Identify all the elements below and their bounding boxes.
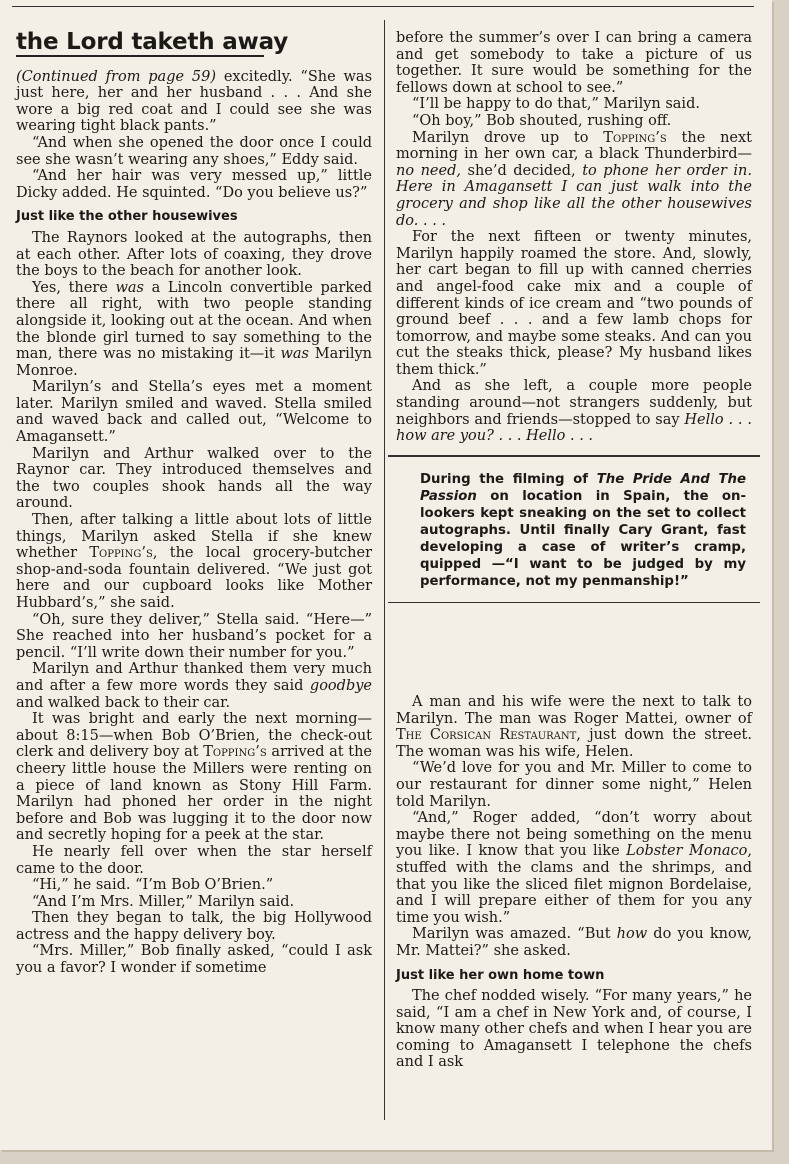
top-rule: [12, 6, 754, 7]
paragraph: Marilyn and Arthur walked over to the Raynor car. They introduced themselves and the two couples shook hands all the way around.: [16, 445, 372, 512]
paragraph-text: Then, after talking a little about lots of little things, Marilyn asked Stella if she knew whether: [16, 512, 372, 562]
paragraph: Then they began to talk, the big Hollywood actress and the happy delivery boy.: [16, 910, 372, 943]
paragraph-text: It was bright and early the next morning—about 8:15—when Bob O’Brien, the check-out clerk and delivery boy at: [16, 711, 372, 761]
paragraph: “Hi,” he said. “I’m Bob O’Brien.”: [32, 877, 274, 894]
paragraph-text: , the local grocery-butcher shop-and-soda fountain delivered. “We just got here and our cupboard looks like Mother Hubbard’s,” she said.: [16, 545, 373, 611]
right-column-lower: [396, 694, 752, 1071]
paragraph-text: Marilyn and Arthur thanked them very much and after a few more words they said: [16, 661, 372, 694]
paragraph-text: do you know, Mr. Mattei?” she asked.: [396, 926, 752, 959]
paragraph: “And when she opened the door once I could see she wasn’t wearing any shoes,” Eddy said.: [16, 134, 372, 168]
box-top-rule: [388, 455, 760, 457]
paragraph: “Oh boy,” Bob shouted, rushing off.: [412, 112, 672, 129]
paragraph-text: Yes, there: [32, 279, 116, 296]
dish-name: Lobster Monaco: [626, 843, 748, 860]
paragraph: [396, 694, 752, 760]
paragraph-text: A man and his wife were the next to talk to Marilyn. The man was Roger Mattei, owner of: [396, 694, 752, 727]
paragraph: The chef nodded wisely. “For many years,” he said, “I am a chef in New York and, of course, I know many other chefs and when I hear you are coming to Amagansett I telephone the chefs and I ask: [396, 988, 752, 1071]
paragraph: He nearly fell over when the star herself came to the door.: [16, 843, 372, 877]
subheading: Just like the other housewives: [16, 209, 238, 225]
box-bottom-rule: [388, 602, 760, 603]
paragraph-text: , just down the street. The woman was his wife, Helen.: [396, 727, 752, 760]
paragraph-text: arrived at the cheery little house the Millers were renting on a piece of land known as Stony Hill Farm. Marilyn had phoned her order in the night before and Bob was lugging it to the door now and secretly hoping for a peek at the star.: [16, 744, 373, 844]
emphasis: to phone her order in. Here in Amagansett I can just walk into the grocery and shop like all the other housewives do. . . .: [396, 162, 752, 229]
box-text: on location in Spain, the on-lookers kept sneaking on the set to collect autographs. Until finally Cary Grant, fast developing a case of writer’s cramp, quipped —“I want to be judged by my performance, not my penmanship!”: [420, 488, 746, 589]
box-text: During the filming of: [420, 471, 597, 487]
film-title: The Pride And The Passion: [420, 471, 746, 504]
restaurant-name: The Corsican Restaurant: [396, 727, 577, 744]
emphasis: goodbye: [309, 677, 372, 694]
paragraph: before the summer’s over I can bring a camera and get somebody to take a picture of us together. It sure would be something for the fellows down at school to see.”: [396, 30, 752, 96]
paragraph: “We’d love for you and Mr. Miller to come to our restaurant for dinner some night,” Helen told Marilyn.: [396, 760, 752, 810]
paragraph-text: Marilyn drove up to: [412, 129, 604, 146]
paragraph: Marilyn’s and Stella’s eyes met a moment later. Marilyn smiled and waved. Stella smiled and waved back and called out, “Welcome to Amagansett.”: [16, 379, 372, 446]
article-title: the Lord taketh away: [16, 29, 288, 55]
left-column: [16, 28, 372, 977]
store-name: Topping’s: [603, 129, 667, 146]
emphasis: no need,: [396, 162, 461, 179]
continued-note: (Continued from page 59): [16, 68, 217, 85]
paragraph: [16, 661, 372, 711]
paragraph: [396, 926, 752, 959]
store-name: Topping’s: [203, 744, 267, 761]
anecdote-box: [420, 471, 746, 590]
paragraph-text: and walked back to their car.: [16, 694, 231, 711]
subheading: Just like her own home town: [396, 967, 605, 983]
paragraph: “Oh, sure they deliver,” Stella said. “Here—” She reached into her husband’s pocket for a pencil. “I’ll write down their number for you.”: [16, 611, 372, 661]
paragraph: For the next fifteen or twenty minutes, Marilyn happily roamed the store. And, slowly, her cart began to fill up with canned cherries and angel-food cake mix and a couple of different kinds of ice cream and “two pounds of ground beef . . . and a few lamb chops for tomorrow, and maybe some steaks. And can you cut the steaks thick, please? My husband likes them thick.”: [396, 229, 752, 378]
emphasis: how: [616, 926, 648, 943]
paragraph-text: , stuffed with the clams and the shrimps, and that you like the sliced filet mignon Bordelaise, and I will prepare either of them for you any time you wish.”: [396, 843, 752, 926]
paragraph: The Raynors looked at the autographs, then at each other. After lots of coaxing, they drove the boys to the beach for another look.: [16, 229, 372, 280]
paragraph-text: the next morning in her own car, a black Thunderbird—: [396, 129, 753, 163]
paragraph: [16, 711, 372, 844]
paragraph: “Mrs. Miller,” Bob finally asked, “could I ask you a favor? I wonder if sometime: [16, 943, 372, 977]
paragraph-text: Marilyn Monroe.: [16, 346, 372, 379]
paragraph: “And her hair was very messed up,” little Dicky added. He squinted. “Do you believe us?”: [16, 168, 372, 201]
paragraph-text: Marilyn was amazed. “But: [412, 926, 617, 943]
paragraph: [396, 378, 752, 444]
paragraph-text: she’d decided,: [460, 162, 583, 179]
store-name: Topping’s: [89, 545, 153, 562]
paragraph-text: excitedly. “She was just here, her and her husband . . . And she wore a big red coat and I could see she was wearing tight black pants.”: [16, 68, 373, 135]
right-column: [396, 30, 752, 603]
paragraph: [396, 810, 752, 926]
paragraph: [16, 280, 372, 380]
emphasis: Hello . . . how are you? . . . Hello . . .: [396, 411, 753, 445]
paragraph: [16, 512, 372, 612]
paragraph-text: “And,” Roger added, “don’t worry about maybe there not being something on the menu you like. I know that you like: [396, 810, 752, 860]
paragraph: [396, 130, 752, 230]
paragraph-text: a Lincoln convertible parked there all right, with two people standing alongside it, looking out at the ocean. And when the blonde girl turned to say something to the man, there was no mistaking it—it: [16, 279, 372, 363]
emphasis: was: [280, 346, 309, 363]
emphasis: was: [115, 279, 144, 296]
paragraph: [16, 69, 372, 135]
paragraph: “And I’m Mrs. Miller,” Marilyn said.: [32, 893, 295, 910]
paragraph: “I’ll be happy to do that,” Marilyn said.: [412, 96, 700, 113]
paragraph-text: And as she left, a couple more people standing around—not strangers suddenly, but neighbors and friends—stopped to say: [396, 378, 752, 428]
column-divider: [384, 20, 385, 1120]
